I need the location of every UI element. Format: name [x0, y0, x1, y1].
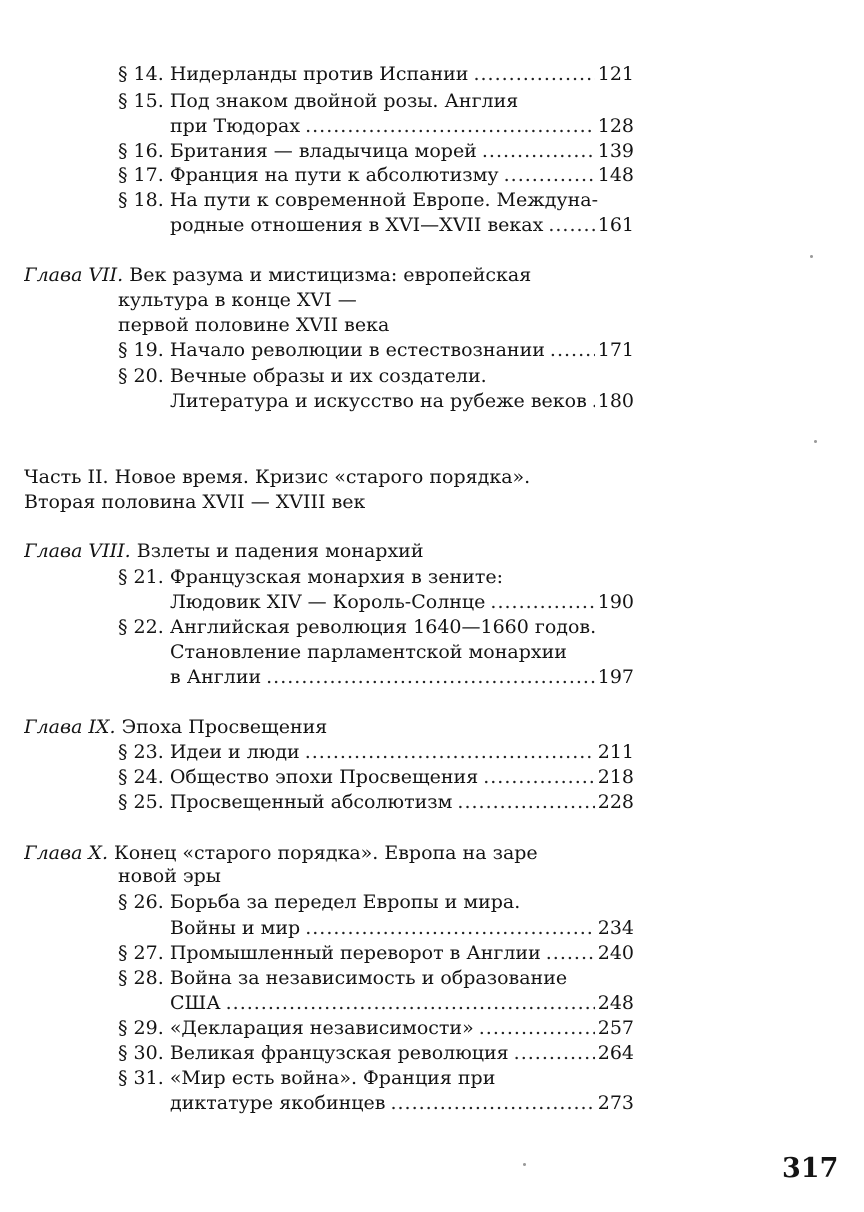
toc-entry-31-line2[interactable] — [170, 1091, 634, 1115]
toc-entry-30[interactable] — [118, 1041, 634, 1065]
toc-page-number: 234 — [597, 917, 634, 939]
toc-entry-title-cont: родные отношения в XVI—XVII веках — [170, 214, 544, 236]
part-2-heading[interactable]: Часть II. Новое время. Кризис «старого порядка». — [24, 466, 531, 488]
toc-entry-17[interactable] — [118, 163, 634, 187]
toc-entry-18-line1[interactable] — [118, 188, 598, 212]
dot-leader — [226, 991, 595, 1015]
toc-entry-number: § 16. — [118, 140, 164, 162]
toc-entry-15-line1[interactable] — [118, 89, 518, 113]
toc-page-number: 128 — [597, 115, 634, 137]
toc-page-number: 197 — [597, 666, 634, 688]
toc-entry-title: Просвещенный абсолютизм — [169, 791, 453, 813]
toc-entry-title: Война за независимость и образование — [169, 967, 568, 989]
toc-entry-26-line2[interactable] — [170, 916, 634, 940]
chapter-title: Век разума и мистицизма: европейская — [129, 264, 532, 286]
chapter-label: Глава VIII. — [24, 540, 131, 562]
dot-leader — [266, 665, 595, 689]
toc-entry-14[interactable] — [118, 62, 634, 86]
toc-entry-title: Нидерланды против Испании — [169, 63, 469, 85]
chapter-10-heading[interactable] — [24, 841, 538, 865]
toc-page-number: 248 — [597, 992, 634, 1014]
toc-entry-title: Общество эпохи Просвещения — [169, 766, 479, 788]
toc-entry-title: Под знаком двойной розы. Англия — [169, 90, 519, 112]
toc-page-number: 228 — [597, 791, 634, 813]
toc-entry-number: § 18. — [118, 189, 164, 211]
page-number: 317 — [782, 1153, 839, 1184]
toc-entry-number: § 24. — [118, 766, 164, 788]
toc-entry-21-line2[interactable] — [170, 590, 634, 614]
toc-entry-number: § 25. — [118, 791, 164, 813]
toc-entry-title: Франция на пути к абсолютизму — [169, 164, 499, 186]
toc-entry-title-cont: диктатуре якобинцев — [170, 1092, 386, 1114]
toc-entry-number: § 20. — [118, 365, 164, 387]
dot-leader — [504, 163, 595, 187]
dot-leader — [473, 62, 594, 86]
toc-entry-number: § 28. — [118, 967, 164, 989]
toc-entry-27[interactable] — [118, 941, 634, 965]
chapter-title-cont: первой половине XVII века — [118, 314, 390, 336]
toc-entry-title: «Мир есть война». Франция при — [169, 1067, 496, 1089]
dot-leader — [514, 1041, 595, 1065]
toc-entry-21-line1[interactable] — [118, 565, 503, 589]
toc-entry-title-cont: Войны и мир — [170, 917, 301, 939]
toc-entry-number: § 27. — [118, 942, 164, 964]
toc-entry-number: § 21. — [118, 566, 164, 588]
toc-entry-24[interactable] — [118, 765, 634, 789]
toc-entry-23[interactable] — [118, 740, 634, 764]
toc-entry-29[interactable] — [118, 1016, 634, 1040]
scan-speck — [810, 255, 813, 258]
toc-page-number: 218 — [597, 766, 634, 788]
toc-entry-title: Вечные образы и их создатели. — [169, 365, 487, 387]
toc-page-number: 190 — [597, 591, 634, 613]
dot-leader — [305, 916, 595, 940]
dot-leader — [550, 338, 595, 362]
toc-entry-26-line1[interactable] — [118, 890, 520, 914]
toc-entry-number: § 22. — [118, 616, 164, 638]
toc-entry-number: § 14. — [118, 63, 164, 85]
toc-entry-title-cont: США — [170, 992, 221, 1014]
toc-page-number: 161 — [597, 214, 634, 236]
toc-page-number: 139 — [597, 140, 634, 162]
toc-entry-title-cont: Литература и искусство на рубеже веков — [170, 390, 587, 412]
toc-entry-16[interactable] — [118, 139, 634, 163]
dot-leader — [482, 139, 595, 163]
dot-leader — [546, 941, 595, 965]
toc-entry-15-line2[interactable] — [170, 114, 634, 138]
toc-entry-title-cont: в Англии — [170, 666, 262, 688]
toc-entry-number: § 26. — [118, 891, 164, 913]
toc-entry-title: Борьба за передел Европы и мира. — [169, 891, 521, 913]
toc-entry-title: Промышленный переворот в Англии — [169, 942, 541, 964]
toc-entry-18-line2[interactable] — [170, 213, 634, 237]
dot-leader — [483, 765, 595, 789]
chapter-7-heading[interactable] — [24, 263, 531, 287]
toc-entry-title-cont: при Тюдорах — [170, 115, 301, 137]
toc-entry-number: § 19. — [118, 339, 164, 361]
toc-page-number: 257 — [597, 1017, 634, 1039]
toc-page-number: 121 — [597, 63, 634, 85]
toc-entry-title: Начало революции в естествознании — [169, 339, 545, 361]
dot-leader — [305, 114, 595, 138]
chapter-label: Глава VII. — [24, 264, 124, 286]
toc-page-number: 273 — [597, 1092, 634, 1114]
scan-speck — [523, 1163, 526, 1166]
chapter-title-cont: новой эры — [118, 865, 221, 887]
chapter-title-cont: культура в конце XVI — — [118, 289, 357, 311]
toc-entry-title: Французская монархия в зените: — [169, 566, 503, 588]
toc-entry-title: На пути к современной Европе. Междуна- — [169, 189, 599, 211]
toc-entry-22-line1[interactable] — [118, 615, 596, 639]
dot-leader — [592, 389, 595, 413]
toc-entry-title: Английская революция 1640—1660 годов. — [169, 616, 597, 638]
toc-entry-number: § 31. — [118, 1067, 164, 1089]
chapter-label: Глава IX. — [24, 716, 116, 738]
dot-leader — [479, 1016, 595, 1040]
toc-entry-title: «Декларация независимости» — [169, 1017, 474, 1039]
toc-entry-title: Британия — владычица морей — [169, 140, 477, 162]
toc-page-number: 211 — [597, 741, 634, 763]
toc-page-number: 240 — [597, 942, 634, 964]
chapter-title: Взлеты и падения монархий — [136, 540, 424, 562]
toc-entry-title: Идеи и люди — [169, 741, 300, 763]
toc-page-number: 171 — [597, 339, 634, 361]
chapter-9-heading[interactable] — [24, 715, 327, 739]
dot-leader — [548, 213, 594, 237]
scan-speck — [814, 440, 817, 443]
chapter-label: Глава X. — [24, 842, 108, 864]
toc-entry-20-line1[interactable] — [118, 364, 487, 388]
toc-entry-20-line2[interactable] — [170, 389, 634, 413]
toc-entry-number: § 17. — [118, 164, 164, 186]
toc-entry-title-cont: Людовик XIV — Король-Солнце — [170, 591, 486, 613]
dot-leader — [390, 1091, 594, 1115]
toc-entry-number: § 29. — [118, 1017, 164, 1039]
dot-leader — [305, 740, 595, 764]
toc-page-number: 180 — [597, 390, 634, 412]
toc-entry-22-line3[interactable] — [170, 665, 634, 689]
toc-entry-number: § 15. — [118, 90, 164, 112]
toc-entry-31-line1[interactable] — [118, 1066, 495, 1090]
toc-page-number: 264 — [597, 1042, 634, 1064]
toc-entry-number: § 30. — [118, 1042, 164, 1064]
chapter-title: Эпоха Просвещения — [121, 716, 328, 738]
part-2-subheading: Вторая половина XVII — XVIII век — [24, 491, 366, 513]
toc-page-number: 148 — [597, 164, 634, 186]
toc-entry-19[interactable] — [118, 338, 634, 362]
chapter-8-heading[interactable] — [24, 539, 423, 563]
toc-entry-title: Великая французская революция — [169, 1042, 509, 1064]
toc-entry-25[interactable] — [118, 790, 634, 814]
toc-entry-28-line1[interactable] — [118, 966, 567, 990]
toc-entry-number: § 23. — [118, 741, 164, 763]
dot-leader — [490, 590, 594, 614]
toc-entry-28-line2[interactable] — [170, 991, 634, 1015]
chapter-title: Конец «старого порядка». Европа на заре — [114, 842, 538, 864]
dot-leader — [457, 790, 594, 814]
toc-entry-title-cont: Становление парламентской монархии — [170, 641, 567, 663]
